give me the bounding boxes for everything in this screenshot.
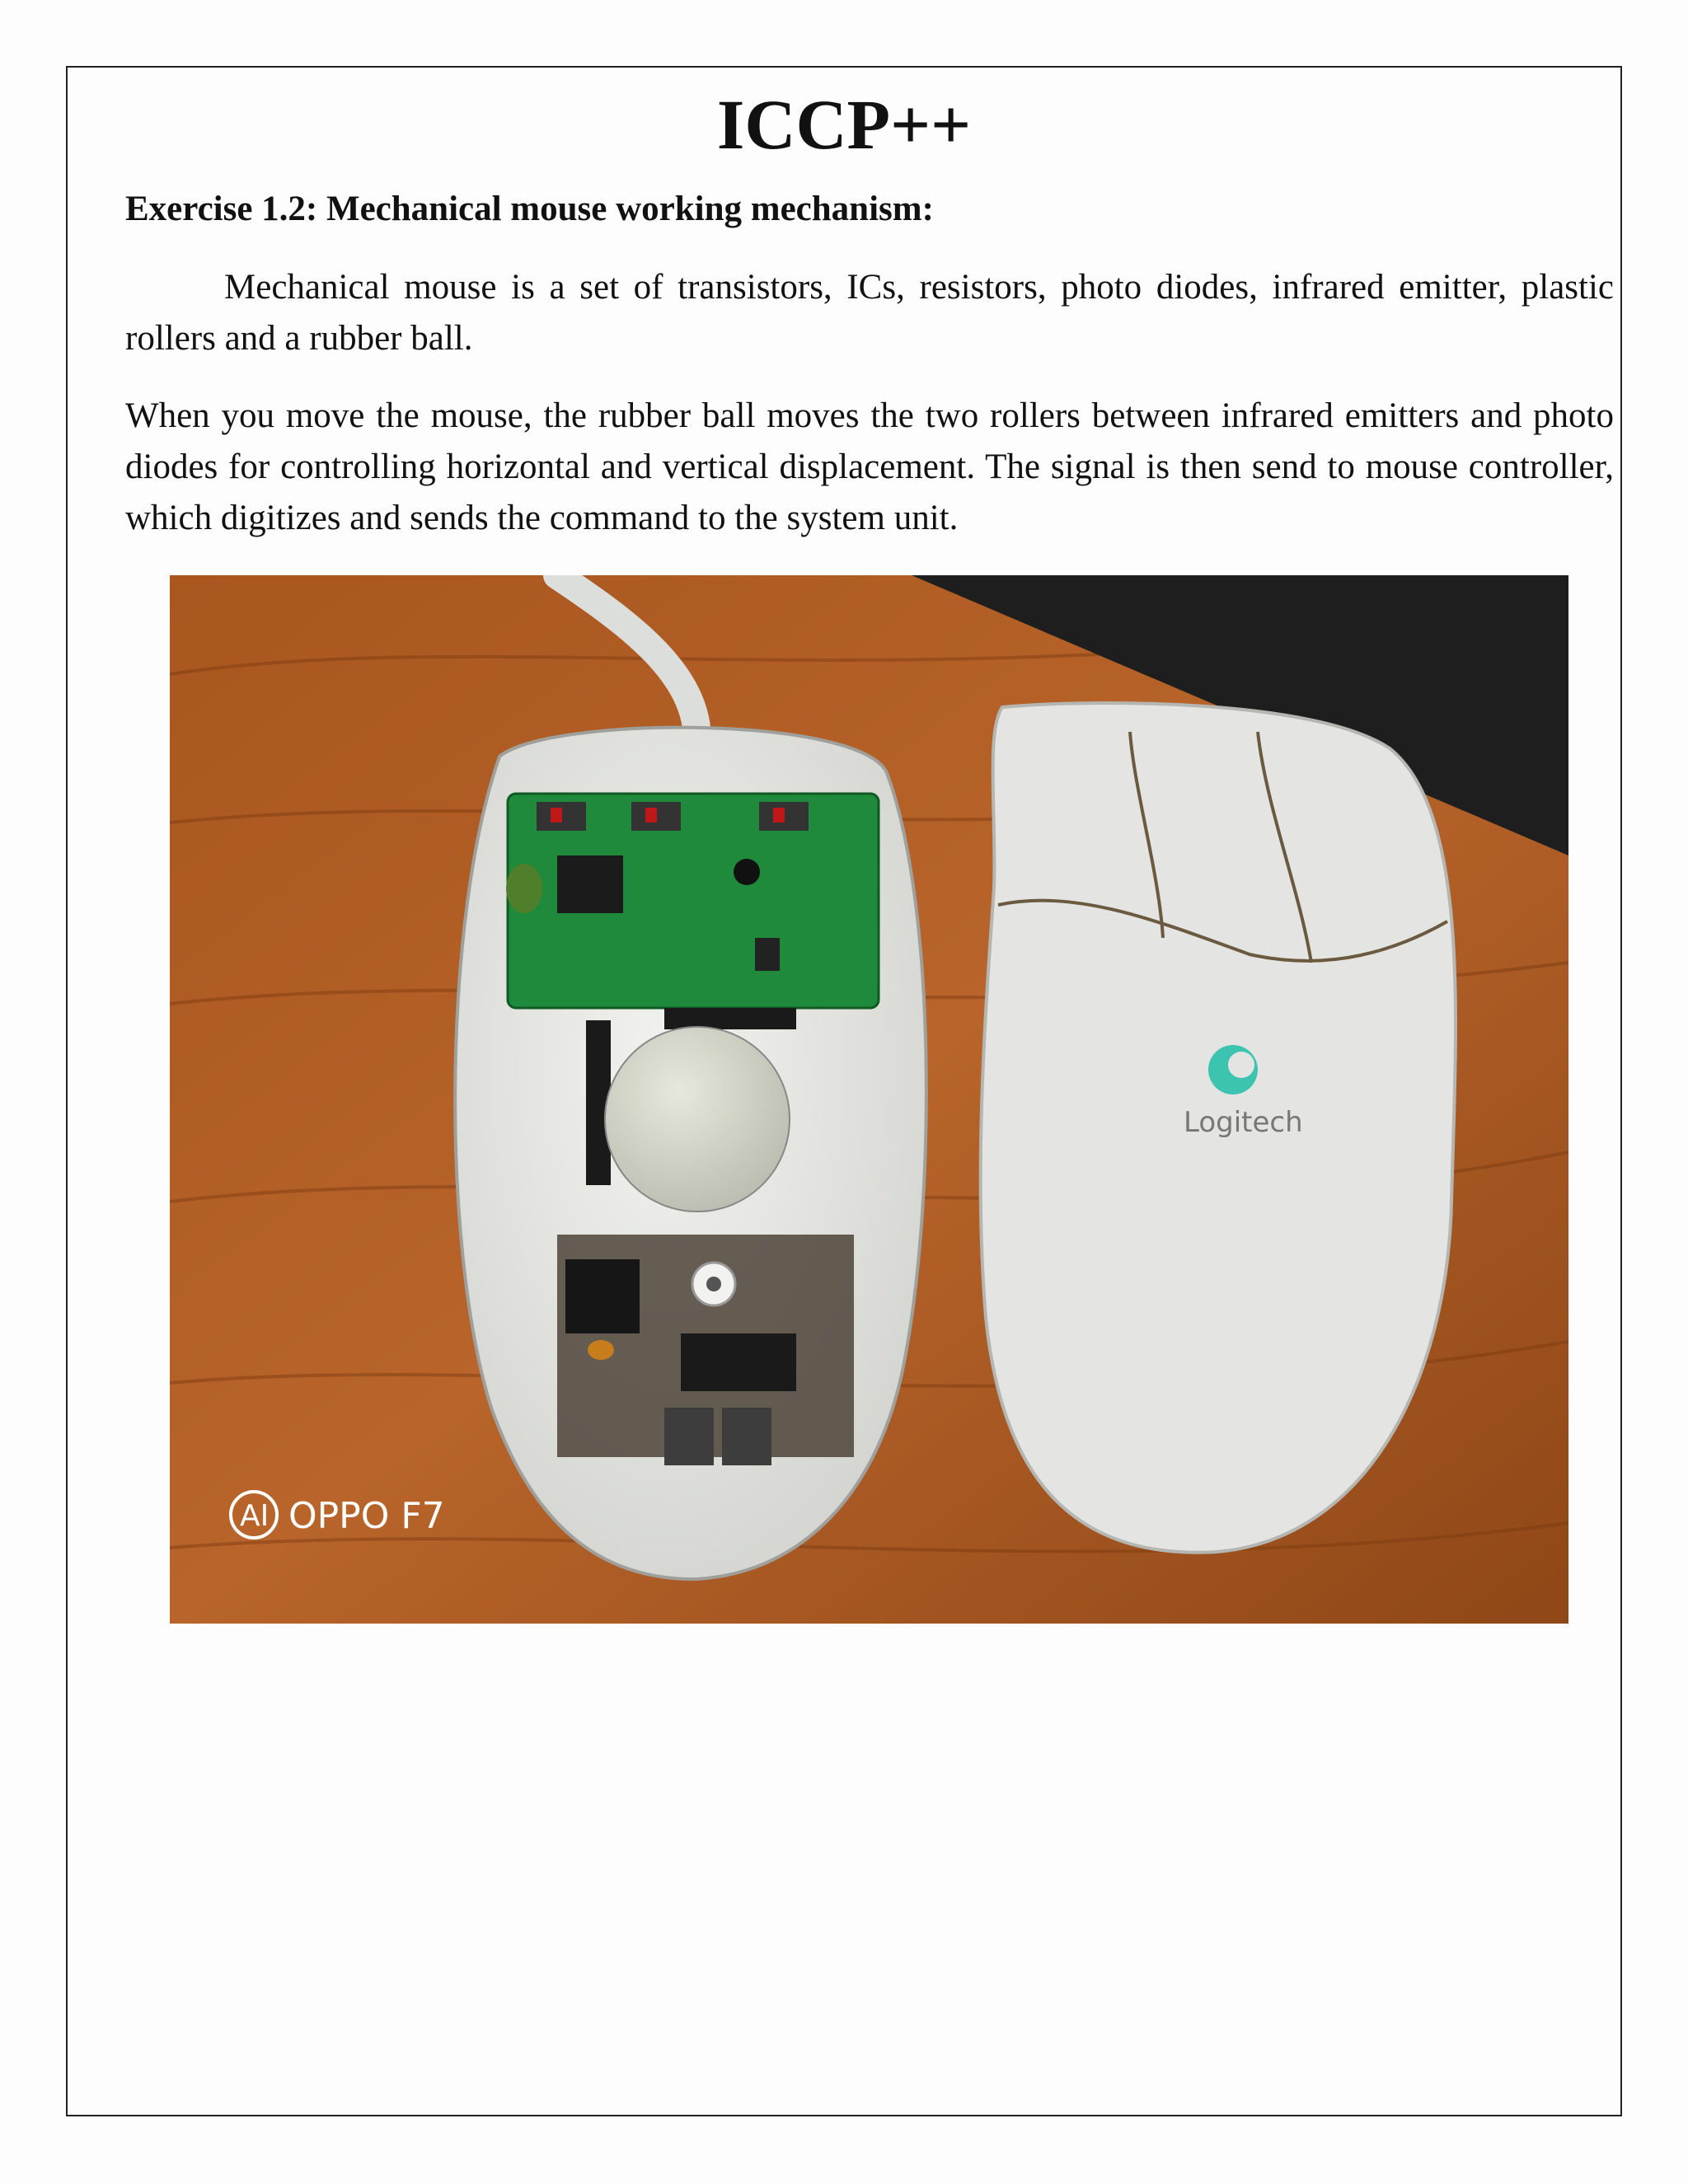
watermark-ai-badge: AI [240,1499,270,1533]
rubber-ball [605,1027,790,1212]
paragraph-intro: Mechanical mouse is a set of transistors, ICs, resistors, photo diodes, infrared emitter, plastic rollers and a rubber ball. [125,268,1614,358]
page-title: ICCP++ [716,85,972,164]
mouse-photo [170,575,1568,1624]
paragraph-mechanism: When you move the mouse, the rubber ball moves the two rollers between infrared emitters and photo diodes for controlling horizontal and vertical displacement. The signal is then send to mouse controller, which digitizes and sends the command to the system unit. [125,396,1614,537]
exercise-heading: Exercise 1.2: Mechanical mouse working mechanism: [125,190,934,228]
watermark-camera-model: OPPO F7 [288,1495,445,1537]
camera-watermark [231,1492,445,1538]
roller-horizontal [664,1008,796,1029]
logitech-wordmark: Logitech [1184,1106,1303,1139]
